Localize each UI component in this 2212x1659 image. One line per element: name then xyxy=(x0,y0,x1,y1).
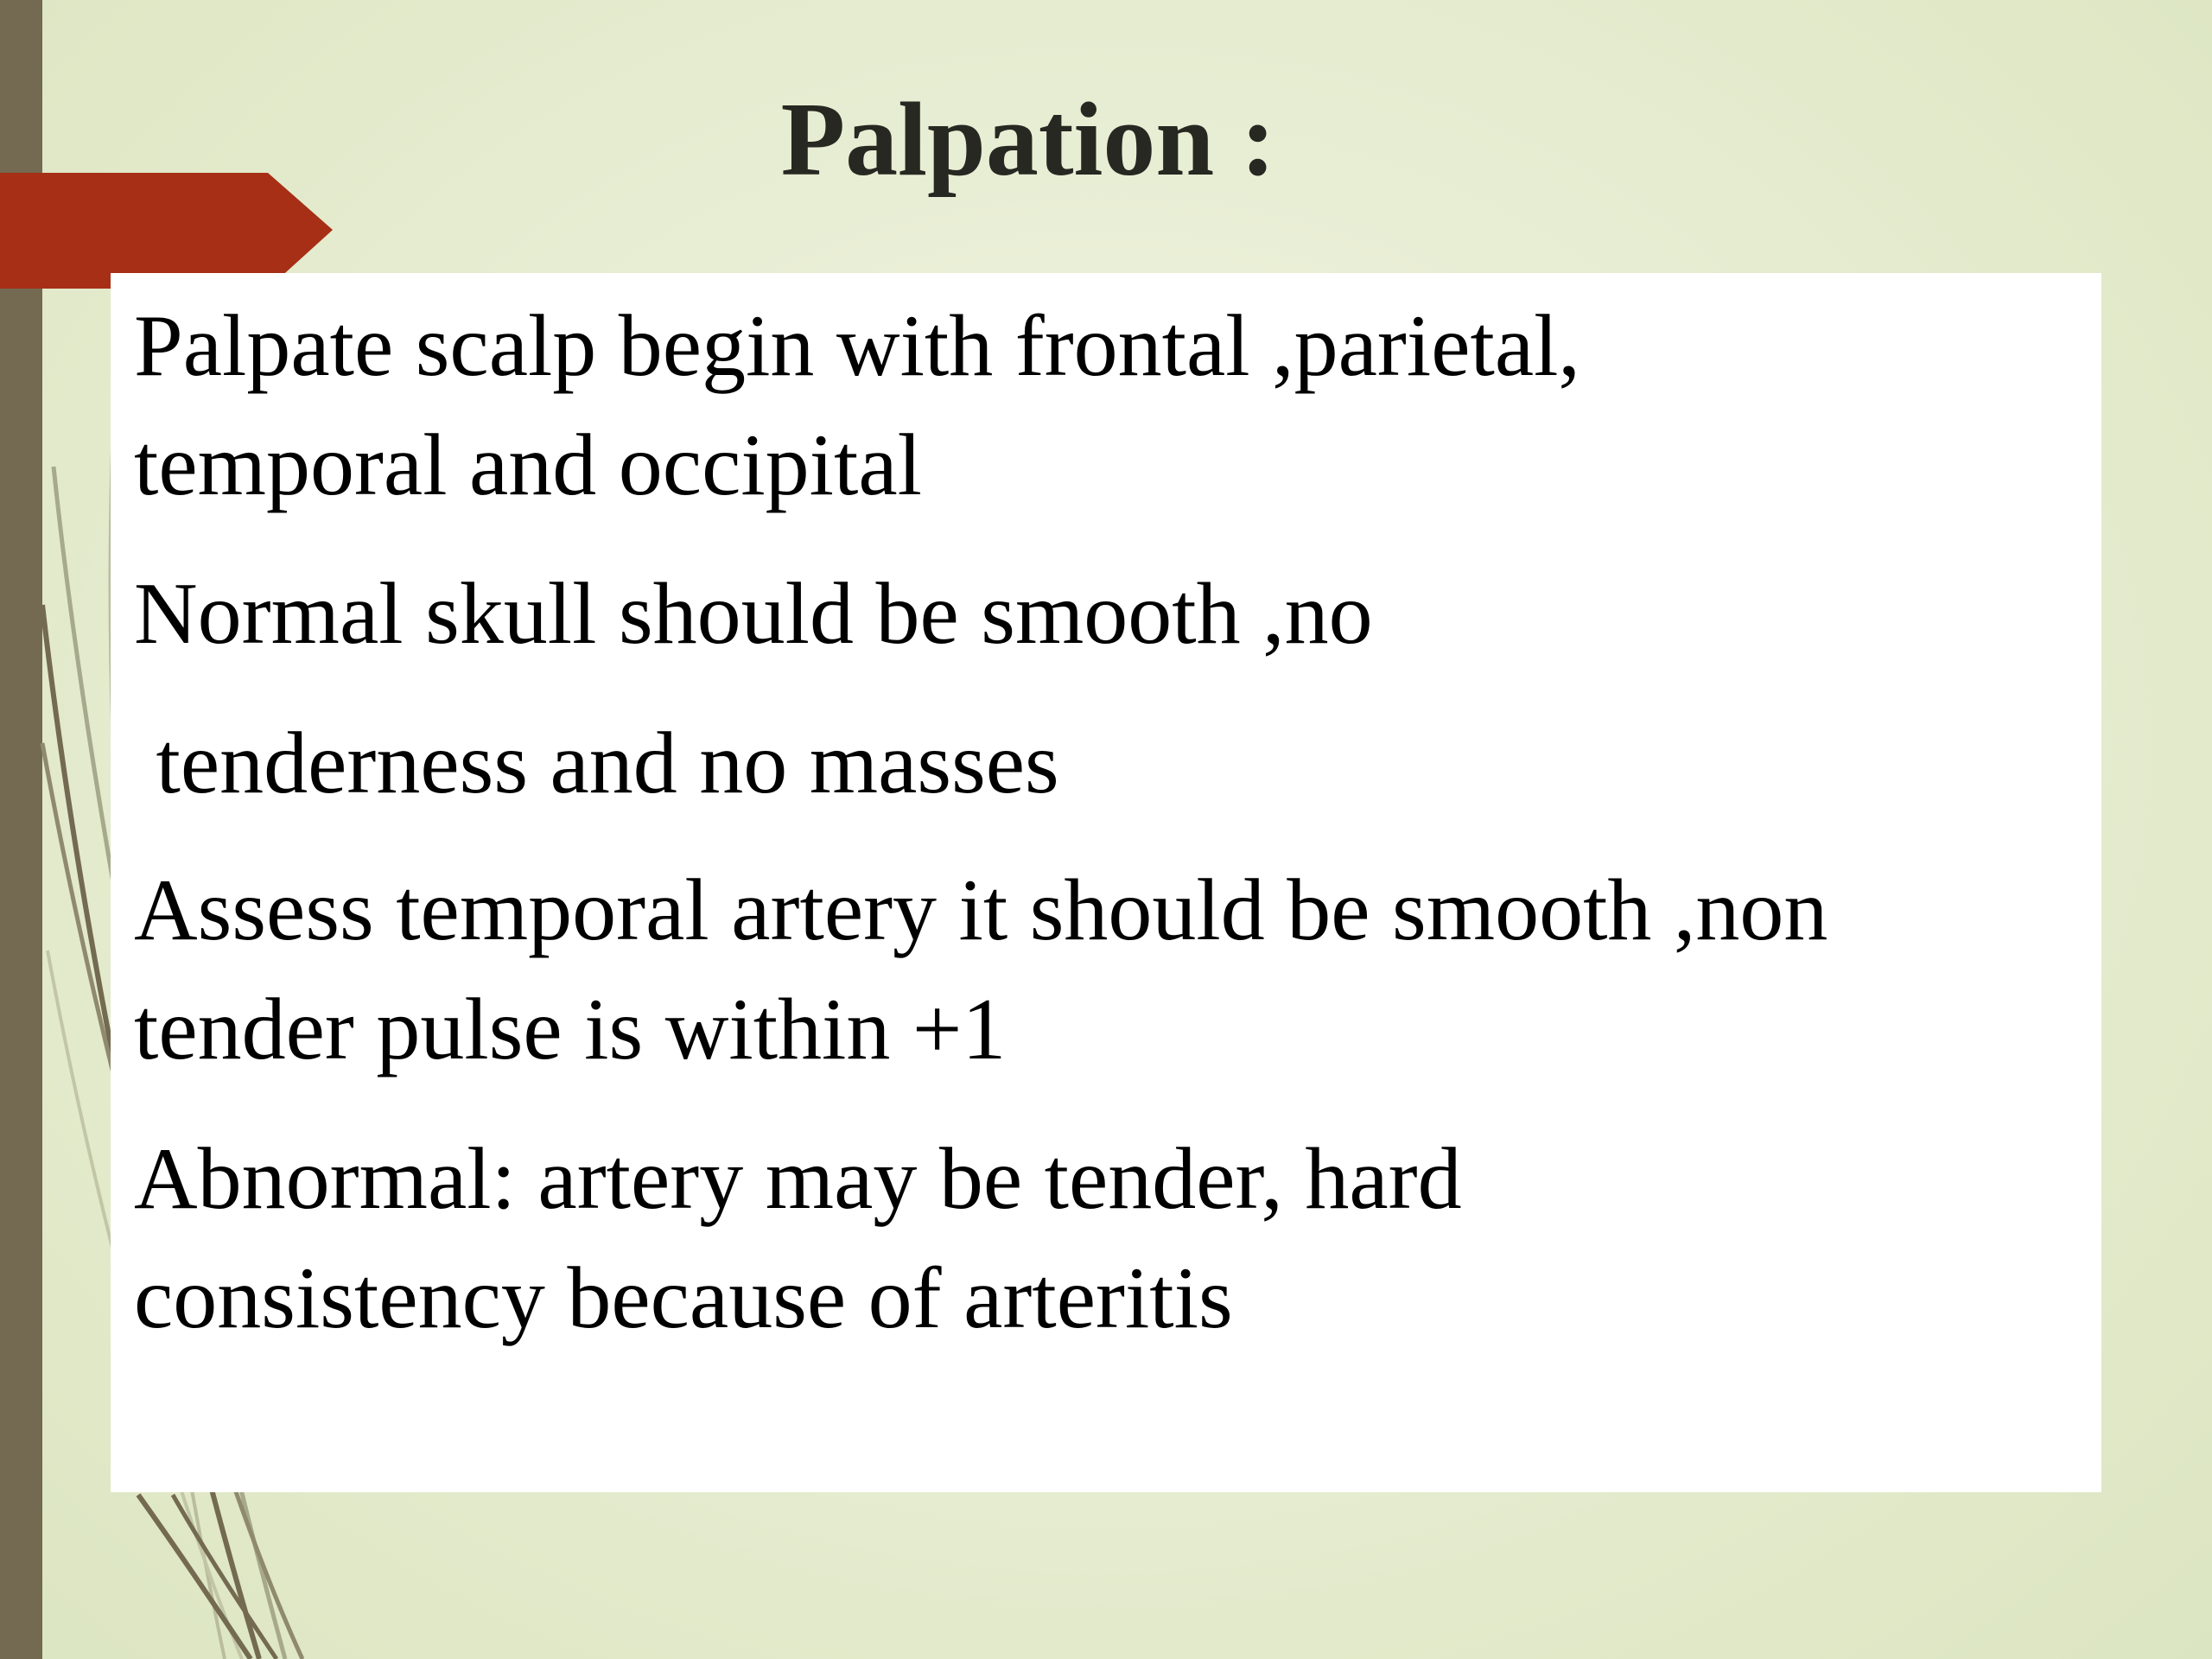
slide-title: Palpation : xyxy=(780,81,1276,198)
line: Normal skull should be smooth ,no xyxy=(134,565,1373,663)
line: Abnormal: artery may be tender, hard xyxy=(134,1130,1462,1228)
paragraph-abnormal xyxy=(134,1120,2087,1358)
paragraph-tenderness xyxy=(134,704,2087,823)
line: Assess temporal artery it should be smooth ,non xyxy=(134,861,1828,959)
paragraph-temporal-artery xyxy=(134,851,2087,1090)
line: temporal and occipital xyxy=(134,416,922,514)
line: Palpate scalp begin with frontal ,parietal, xyxy=(134,297,1580,395)
line: tender pulse is within +1 xyxy=(134,981,1007,1078)
line: tenderness and no masses xyxy=(134,715,1059,812)
paragraph-palpate-scalp xyxy=(134,287,2087,525)
paragraph-normal-skull xyxy=(134,555,2087,674)
line: consistency because of arteritis xyxy=(134,1249,1233,1347)
